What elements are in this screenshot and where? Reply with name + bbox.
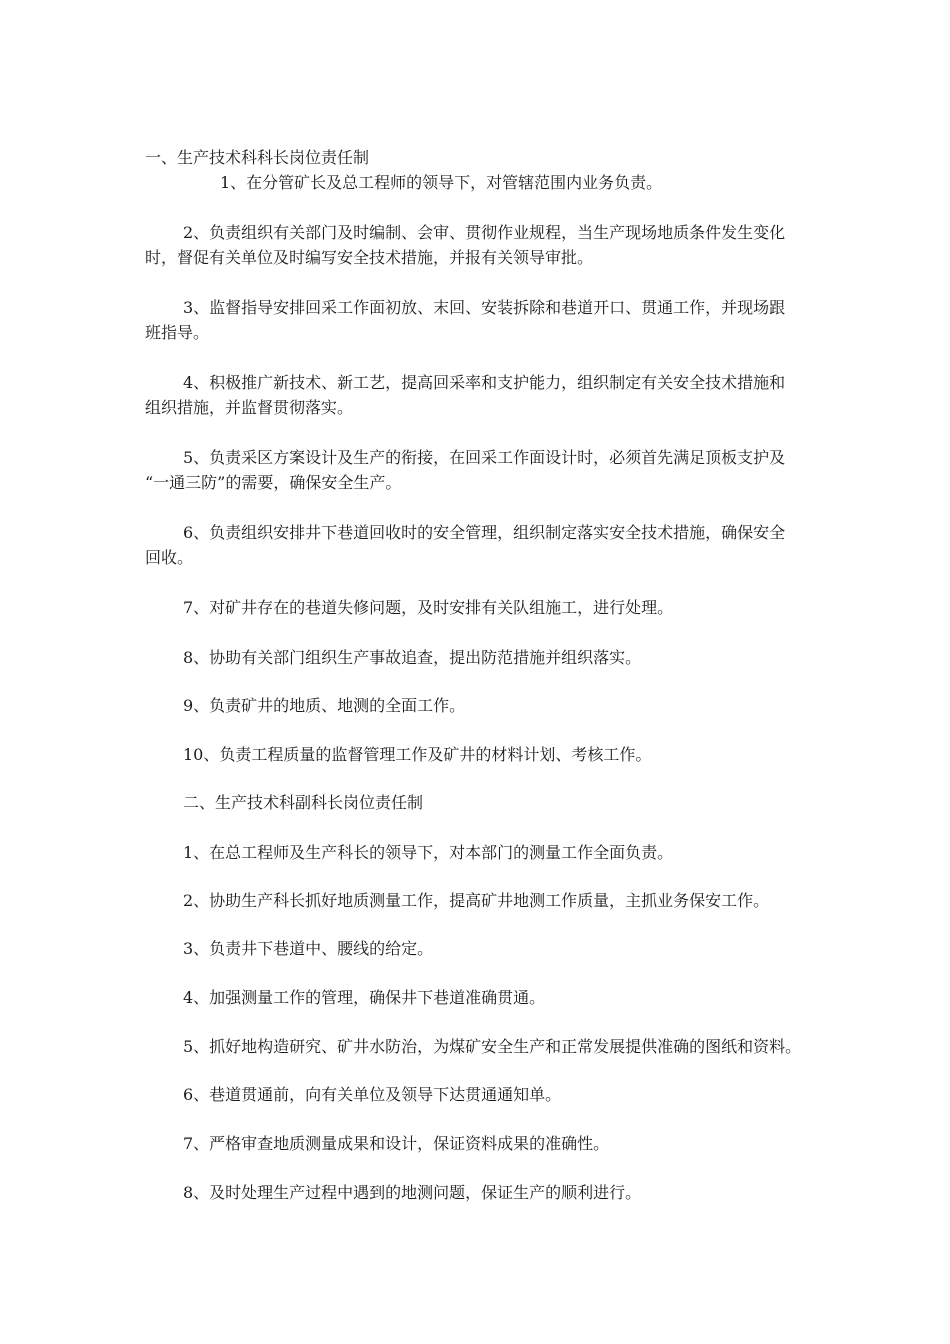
section-1-item-7: 7、对矿井存在的巷道失修问题，及时安排有关队组施工，进行处理。	[183, 598, 674, 617]
section-1-item-3-line-2: 班指导。	[145, 323, 210, 342]
section-1-item-6-line-2: 回收。	[145, 548, 194, 567]
section-1-item-10: 10、负责工程质量的监督管理工作及矿井的材料计划、考核工作。	[183, 745, 652, 764]
section-1-item-5-line-1: 5、负责采区方案设计及生产的衔接，在回采工作面设计时，必须首先满足顶板支护及	[183, 448, 786, 467]
section-1-item-4-line-2: 组织措施，并监督贯彻落实。	[145, 398, 354, 417]
section-2-item-7: 7、严格审查地质测量成果和设计，保证资料成果的准确性。	[183, 1134, 610, 1153]
section-1-item-6-line-1: 6、负责组织安排井下巷道回收时的安全管理，组织制定落实安全技术措施，确保安全	[183, 523, 786, 542]
section-2-item-6: 6、巷道贯通前，向有关单位及领导下达贯通通知单。	[183, 1085, 562, 1104]
section-1-item-3-line-1: 3、监督指导安排回采工作面初放、末回、安装拆除和巷道开口、贯通工作，并现场跟	[183, 298, 786, 317]
section-2-item-2: 2、协助生产科长抓好地质测量工作，提高矿井地测工作质量，主抓业务保安工作。	[183, 891, 770, 910]
section-1-item-5-line-2: “一通三防”的需要，确保安全生产。	[145, 473, 402, 492]
section-2-heading: 二、生产技术科副科长岗位责任制	[183, 793, 424, 812]
section-1-item-2-line-2: 时，督促有关单位及时编写安全技术措施，并报有关领导审批。	[145, 248, 594, 267]
section-1-item-9: 9、负责矿井的地质、地测的全面工作。	[183, 696, 466, 715]
section-1-item-1: 1、在分管矿长及总工程师的领导下，对管辖范围内业务负责。	[220, 173, 663, 192]
section-2-item-3: 3、负责井下巷道中、腰线的给定。	[183, 939, 434, 958]
section-1-heading: 一、生产技术科科长岗位责任制	[145, 148, 370, 167]
section-2-item-4: 4、加强测量工作的管理，确保井下巷道准确贯通。	[183, 988, 546, 1007]
section-2-item-5: 5、抓好地构造研究、矿井水防治，为煤矿安全生产和正常发展提供准确的图纸和资料。	[183, 1037, 802, 1056]
section-2-item-8: 8、及时处理生产过程中遇到的地测问题，保证生产的顺利进行。	[183, 1183, 642, 1202]
section-1-item-2-line-1: 2、负责组织有关部门及时编制、会审、贯彻作业规程，当生产现场地质条件发生变化	[183, 223, 786, 242]
section-2-item-1: 1、在总工程师及生产科长的领导下，对本部门的测量工作全面负责。	[183, 843, 674, 862]
section-1-item-8: 8、协助有关部门组织生产事故追查，提出防范措施并组织落实。	[183, 648, 642, 667]
section-1-item-4-line-1: 4、积极推广新技术、新工艺，提高回采率和支护能力，组织制定有关安全技术措施和	[183, 373, 786, 392]
